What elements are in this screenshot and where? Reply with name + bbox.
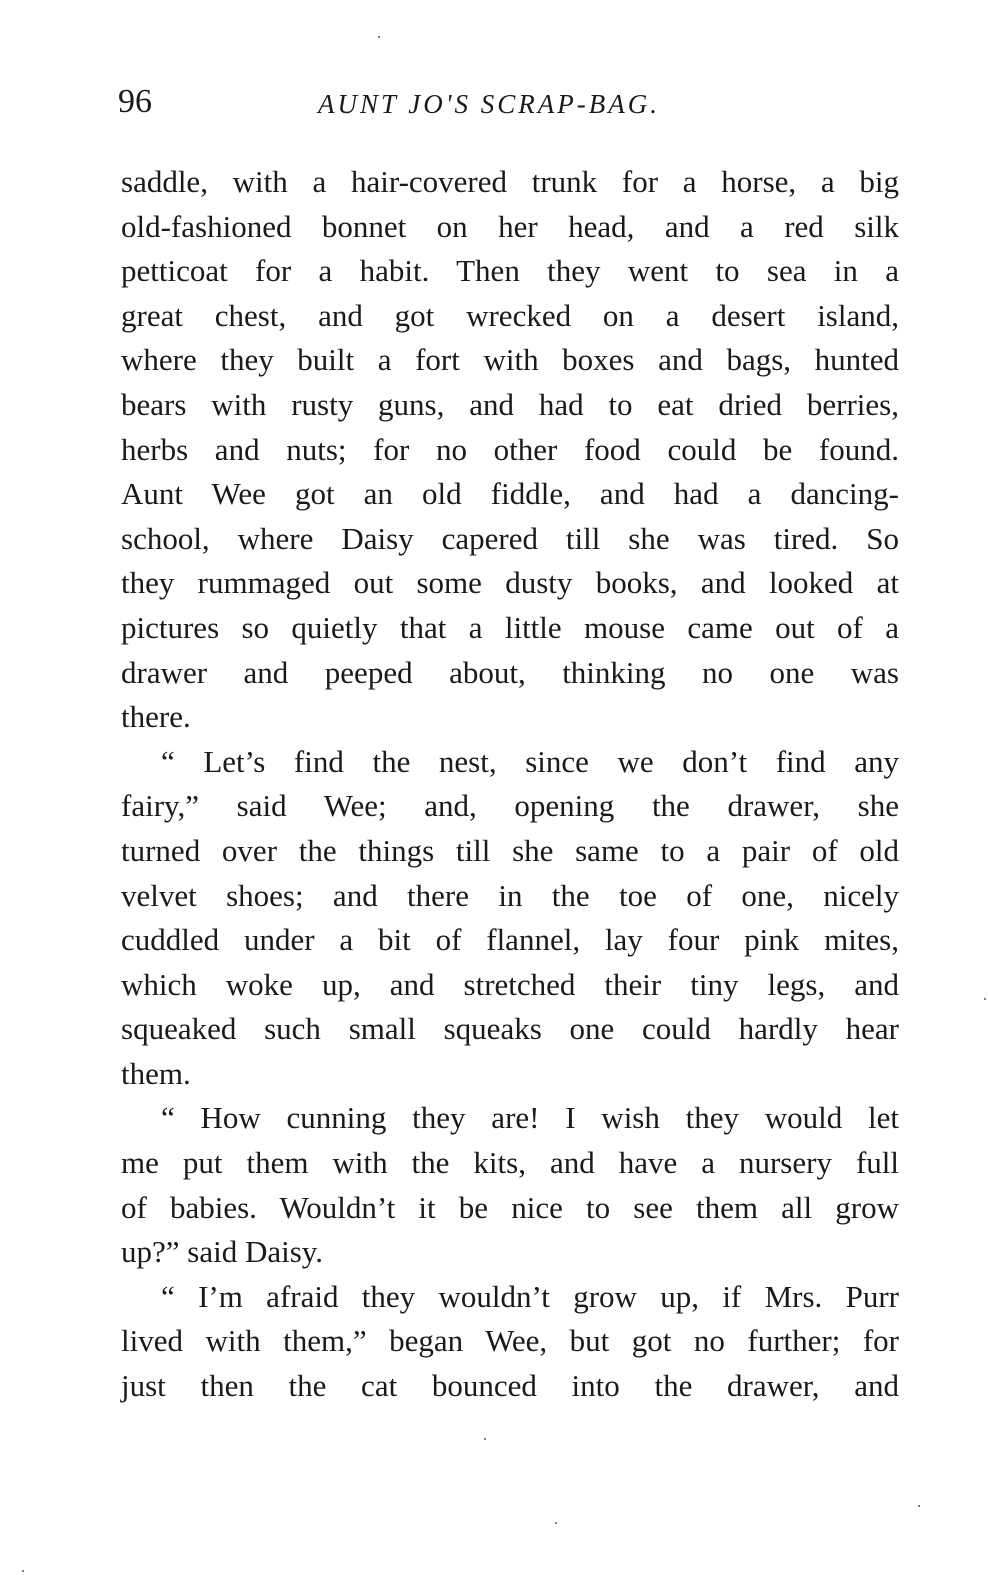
text-line: petticoat for a habit. Then they went to sea in a [121, 253, 899, 289]
running-head: AUNT JO'S SCRAP-BAG. [318, 89, 660, 119]
text-line: “ How cunning they are! I wish they would let [161, 1100, 899, 1136]
text-line: turned over the things till she same to a pair of old [121, 832, 899, 868]
text-line: pictures so quietly that a little mouse came out of a [121, 609, 899, 645]
body-text [121, 160, 899, 1409]
text-line: lived with them,” began Wee, but got no further; for [121, 1323, 899, 1359]
scan-speck [378, 36, 380, 38]
text-line: “ Let’s find the nest, since we don’t find any [161, 743, 899, 779]
text-line: school, where Daisy capered till she was tired. So [121, 520, 899, 556]
scan-speck [918, 1505, 920, 1507]
text-line: there. [121, 699, 191, 735]
text-line: cuddled under a bit of flannel, lay four pink mites, [121, 922, 899, 958]
text-line: herbs and nuts; for no other food could be found. [121, 431, 899, 467]
text-line: old-fashioned bonnet on her head, and a red silk [121, 208, 899, 244]
text-line: me put them with the kits, and have a nursery full [121, 1145, 899, 1181]
text-line: squeaked such small squeaks one could hardly hear [121, 1011, 899, 1047]
scan-speck [484, 1438, 486, 1440]
text-line: bears with rusty guns, and had to eat dried berries, [121, 386, 899, 422]
scan-speck [984, 998, 986, 1000]
text-line: of babies. Wouldn’t it be nice to see them all grow [121, 1189, 899, 1225]
text-line: which woke up, and stretched their tiny legs, and [121, 966, 899, 1002]
text-line: them. [121, 1055, 191, 1091]
text-line: velvet shoes; and there in the toe of one, nicely [121, 877, 899, 913]
text-line: just then the cat bounced into the drawer, and [121, 1368, 899, 1404]
page-header [118, 80, 898, 130]
text-line: great chest, and got wrecked on a desert island, [121, 297, 899, 333]
text-line: they rummaged out some dusty books, and looked at [121, 565, 899, 601]
text-line: drawer and peeped about, thinking no one was [121, 654, 899, 690]
scan-speck [22, 1570, 24, 1572]
text-line: saddle, with a hair-covered trunk for a horse, a big [121, 164, 899, 199]
text-line: “ I’m afraid they wouldn’t grow up, if Mrs. Purr [161, 1278, 899, 1314]
text-line: where they built a fort with boxes and bags, hunted [121, 342, 899, 378]
text-line: up?” said Daisy. [121, 1234, 324, 1270]
scan-speck [555, 1522, 557, 1524]
page-number: 96 [118, 83, 152, 120]
text-line: Aunt Wee got an old fiddle, and had a dancing- [121, 476, 899, 512]
text-line: fairy,” said Wee; and, opening the drawer, she [121, 788, 899, 824]
